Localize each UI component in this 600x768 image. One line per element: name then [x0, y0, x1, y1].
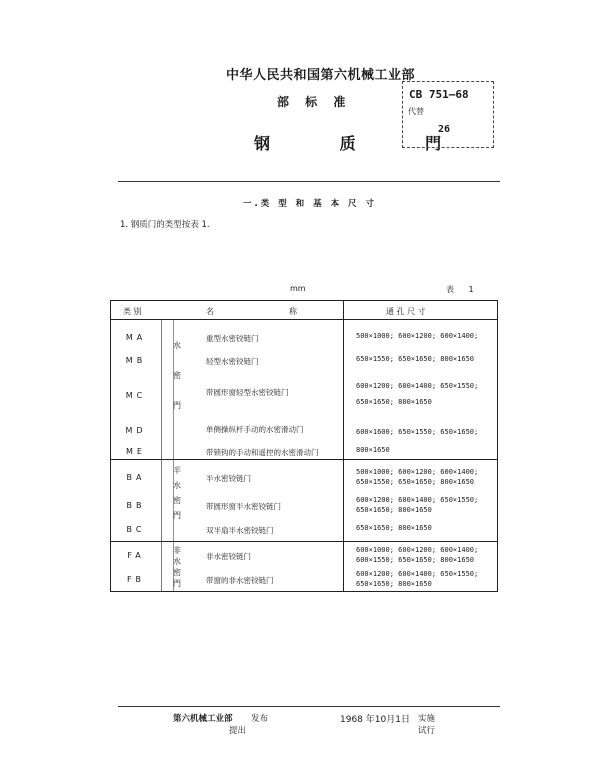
- clause-1: 1. 钢质门的类型按表 1.: [120, 220, 210, 230]
- row-sizes: 600×1200; 600×1400; 650×1550; 650×1650; 800×1650: [356, 570, 479, 588]
- row-code: FA: [127, 551, 145, 560]
- row-name: 半水密铰链门: [206, 474, 251, 483]
- row-sizes: 600×1200; 600×1400; 650×1550;: [356, 382, 479, 390]
- document-title: 钢 质 門: [254, 134, 474, 153]
- row-code: MD: [125, 426, 147, 435]
- group-separator-2: [111, 541, 497, 542]
- header-name-2: 称: [289, 307, 297, 316]
- size-separator-1: [343, 459, 497, 460]
- row-code: MC: [125, 391, 147, 400]
- footer-implement: 实施: [418, 714, 436, 724]
- group-label-semi-watertight: 半 水 密 門: [173, 466, 181, 520]
- row-name: 轻型水密铰链门: [206, 357, 259, 366]
- footer-date: 1968 年10月1日: [340, 715, 410, 725]
- footer-issue: 发布: [251, 714, 269, 724]
- footer-propose: 提出: [229, 726, 247, 736]
- row-sizes: 600×1200; 600×1400; 650×1550; 650×1650; 800×1650: [356, 496, 479, 514]
- standard-type: 部 标 准: [277, 95, 352, 109]
- row-code: BC: [126, 525, 146, 534]
- door-types-table: [110, 300, 498, 592]
- replace-label: 代替: [408, 107, 424, 116]
- row-name: 双半扇半水密铰链门: [206, 526, 274, 535]
- row-sizes: 500×1000; 600×1200; 600×1400; 650×1550; 650×1650; 800×1650: [356, 468, 479, 486]
- row-sizes: 600×1600; 650×1550; 650×1650;: [356, 428, 479, 436]
- ministry-name: 中华人民共和国第六机械工业部: [226, 68, 416, 83]
- row-sizes-continued: 650×1650; 800×1650: [356, 398, 432, 406]
- size-column-divider: [343, 301, 344, 591]
- row-code: MA: [125, 333, 147, 342]
- group-separator-1: [111, 459, 343, 460]
- header-divider: [111, 319, 497, 320]
- group-label-non-watertight: 非 水 密 門: [173, 546, 181, 588]
- code-column-divider: [161, 319, 162, 591]
- row-sizes: 650×1550; 650×1650; 800×1650: [356, 355, 475, 363]
- header-size: 通 孔 尺 寸: [386, 307, 426, 316]
- row-code: MB: [125, 356, 147, 365]
- row-code: FB: [126, 575, 146, 584]
- row-code: BB: [126, 501, 146, 510]
- unit-label: mm: [290, 284, 306, 293]
- footer-trial: 试行: [418, 726, 436, 736]
- row-code: ME: [126, 447, 146, 456]
- row-sizes: 650×1650; 800×1650: [356, 524, 432, 532]
- row-name: 带圆形窗轻型水密铰链门: [206, 388, 289, 397]
- row-name: 重型水密铰链门: [206, 334, 259, 343]
- row-name: 带窗的非水密铰链门: [206, 576, 274, 585]
- replace-number: 26: [438, 124, 451, 135]
- header-rule: [118, 181, 500, 182]
- row-sizes: 500×1000; 600×1200; 600×1400;: [356, 332, 479, 340]
- table-label: 表 1: [446, 285, 480, 294]
- row-name: 带圆形窗半水密铰链门: [206, 502, 281, 511]
- standard-code-box: [402, 81, 494, 148]
- row-name: 单侧操纵杆手动的水密滑动门: [206, 425, 304, 434]
- group-label-watertight: 水 密 門: [173, 341, 181, 410]
- row-sizes: 600×1000; 600×1200; 600×1400; 600×1550; 650×1650; 800×1650: [356, 546, 479, 564]
- footer-rule: [118, 706, 500, 707]
- footer-issuer: 第六机械工业部: [173, 714, 233, 724]
- header-category: 类 别: [123, 307, 142, 316]
- row-code: BA: [126, 473, 146, 482]
- row-name: 非水密铰链门: [206, 552, 251, 561]
- section-heading: 一.类 型 和 基 本 尺 寸: [243, 199, 377, 209]
- header-name-1: 名: [206, 307, 214, 316]
- standard-code: CB 751—68: [409, 88, 469, 101]
- row-name: 带锁钩的手动和遥控的水密滑动门: [206, 448, 319, 457]
- row-sizes: 800×1650: [356, 446, 390, 454]
